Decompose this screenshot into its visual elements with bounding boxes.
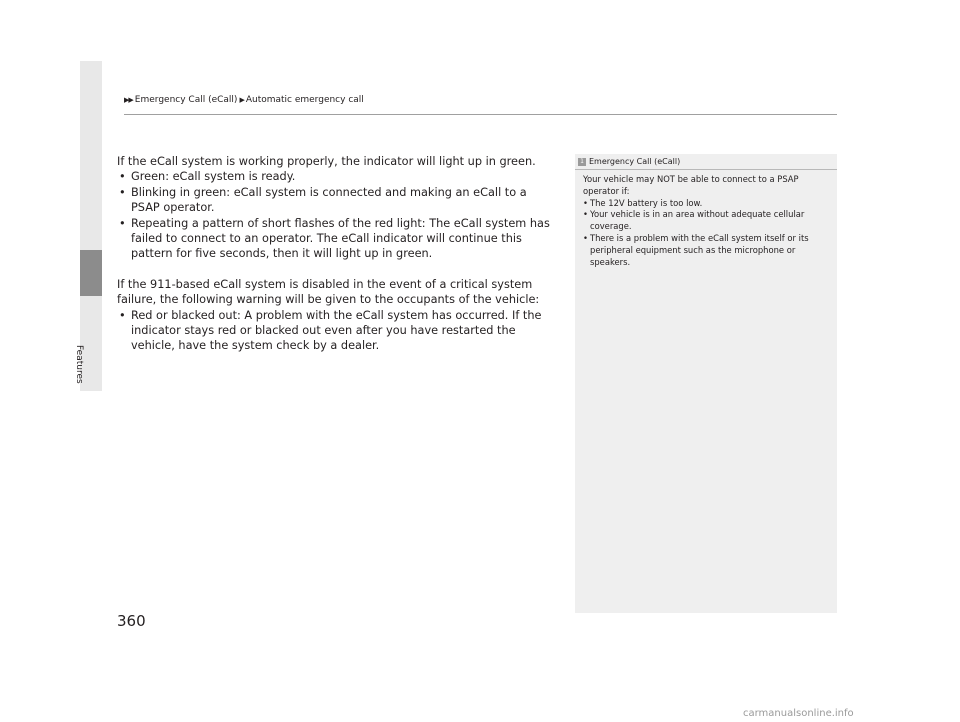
bullet-icon: • xyxy=(119,216,126,230)
bullet-icon: • xyxy=(119,185,126,199)
note-divider xyxy=(575,169,837,170)
bullet-icon: • xyxy=(583,209,588,220)
note-number-badge: 1 xyxy=(578,158,586,166)
note-title-text: Emergency Call (eCall) xyxy=(589,157,681,166)
note-title xyxy=(578,157,680,166)
side-tab-marker xyxy=(80,250,102,296)
list-item: • Your vehicle is in an area without adequate cellular coverage. xyxy=(583,209,805,232)
intro-paragraph: If the eCall system is working properly, the indicator will light up in green. xyxy=(117,155,536,168)
list-item: • There is a problem with the eCall system itself or its peripheral equipment such as the microphone or speakers. xyxy=(583,232,809,267)
list-item: • Green: eCall system is ready. xyxy=(119,170,296,184)
note-intro: Your vehicle may NOT be able to connect to a PSAP operator if: xyxy=(583,174,799,196)
header-rule xyxy=(124,114,837,115)
breadcrumb-arrow-icon: ▶ xyxy=(239,96,244,104)
main-content xyxy=(117,154,557,354)
warning-paragraph: If the 911-based eCall system is disabled in the event of a critical system failure, the following warning will be given to the occupants of the vehicle: xyxy=(117,277,540,307)
breadcrumb-item-1[interactable]: Emergency Call (eCall) xyxy=(134,95,238,105)
section-label: Features xyxy=(74,345,84,384)
bullet-icon: • xyxy=(119,170,126,184)
breadcrumb-item-2[interactable]: Automatic emergency call xyxy=(245,95,364,105)
list-item: • Red or blacked out: A problem with the eCall system has occurred. If the indicator stays red or blacked out even after you have restarted the vehicle, have the system check by a dealer. xyxy=(119,308,542,353)
breadcrumb-arrow-icon: ▶▶ xyxy=(124,96,133,104)
list-item: • Blinking in green: eCall system is connected and making an eCall to a PSAP operator. xyxy=(119,185,527,215)
breadcrumb xyxy=(124,95,364,105)
side-tab xyxy=(80,61,102,391)
page-number: 360 xyxy=(117,612,146,630)
bullet-icon: • xyxy=(119,308,126,322)
bullet-icon: • xyxy=(583,232,588,243)
bullet-icon: • xyxy=(583,197,588,208)
watermark: carmanualsonline.info xyxy=(743,708,854,719)
list-item: • The 12V battery is too low. xyxy=(583,197,703,208)
note-body xyxy=(583,174,831,268)
list-item: • Repeating a pattern of short flashes of the red light: The eCall system has failed to connect to an operator. The eCall indicator will continue this pattern for five seconds, then it will light up in green. xyxy=(119,216,550,261)
